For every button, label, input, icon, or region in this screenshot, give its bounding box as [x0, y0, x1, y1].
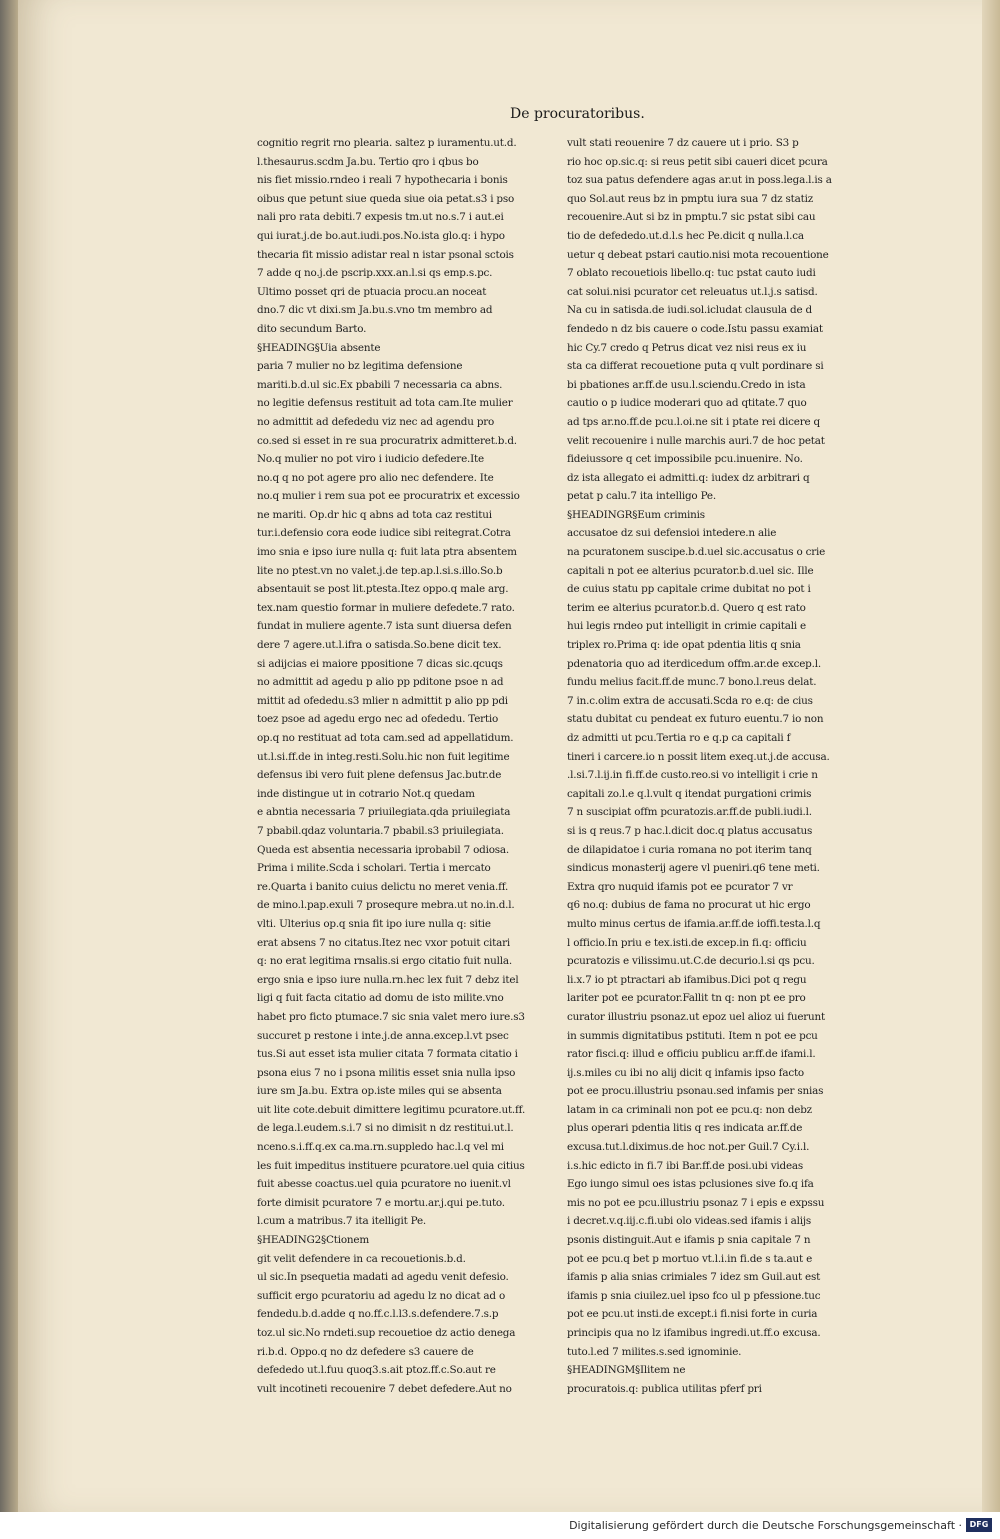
text-line: ij.s.miles cu ibi no alij dicit q infamis ipso facto — [567, 1066, 804, 1079]
text-line: 7 n suscipiat offm pcuratozis.ar.ff.de publi.iudi.l. — [567, 806, 812, 819]
text-line: ut.l.si.ff.de in integ.resti.Solu.hic non fuit legitime — [257, 750, 510, 763]
text-line: de mino.l.pap.exuli 7 prosequre mebra.ut no.in.d.l. — [257, 899, 515, 912]
text-line: absentauit se post lit.ptesta.Itez oppo.q male arg. — [257, 583, 509, 596]
text-line: Queda est absentia necessaria iprobabil 7 odiosa. — [257, 843, 510, 856]
text-line: nis fiet missio.rndeo i reali 7 hypothecaria i bonis — [257, 174, 508, 187]
text-line: dz admitti ut pcu.Tertia ro e q.p ca capitali f — [567, 732, 791, 744]
text-line: ne mariti. Op.dr hic q abns ad tota caz restitui — [257, 508, 492, 521]
text-line: tus.Si aut esset ista mulier citata 7 formata citatio i — [257, 1048, 518, 1061]
text-line: tineri i carcere.io n possit litem exeq.ut.j.de accusa. — [567, 750, 830, 763]
text-line: uetur q debeat pstari cautio.nisi mota recouentione — [567, 248, 829, 261]
text-line: No.q mulier no pot viro i iudicio defedere.Ite — [257, 453, 484, 466]
text-line: in summis dignitatibus pstituti. Item n pot ee pcu — [567, 1029, 818, 1042]
text-line: psonis distinguit.Aut e ifamis p snia capitale 7 n — [567, 1234, 811, 1247]
text-line: ri.b.d. Oppo.q no dz defedere s3 cauere de — [257, 1345, 474, 1358]
text-line: ifamis p snia ciuilez.uel ipso fco ul p pfessione.tuc — [567, 1289, 821, 1302]
text-line: accusatoe dz sui defensioi intedere.n alie — [567, 527, 777, 540]
text-line: rio hoc op.sic.q: si reus petit sibi caueri dicet pcura — [567, 155, 828, 168]
left-text-column — [257, 134, 557, 1398]
text-line: defensus ibi vero fuit plene defensus Jac.butr.de — [257, 769, 502, 782]
text-line: ergo snia e ipso iure nulla.rn.hec lex fuit 7 debz itel — [257, 973, 519, 986]
text-line: ul sic.In psequetia madati ad agedu venit defesio. — [257, 1271, 509, 1284]
text-line: pot ee pcu.ut insti.de except.i fi.nisi forte in curia — [567, 1308, 818, 1321]
text-line: fundu melius facit.ff.de munc.7 bono.l.reus delat. — [567, 676, 817, 689]
text-line: lite no ptest.vn no valet.j.de tep.ap.l.si.s.illo.So.b — [257, 564, 503, 577]
text-line: thecaria fit missio adistar real n istar psonal sctois — [257, 248, 514, 261]
text-line: fendedu.b.d.adde q no.ff.c.l.l3.s.defendere.7.s.p — [257, 1308, 499, 1321]
text-line: lariter pot ee pcurator.Fallit tn q: non pt ee pro — [567, 992, 806, 1005]
text-line: curator illustriu psonaz.ut epoz uel alioz ui fuerunt — [567, 1010, 826, 1023]
text-line: erat absens 7 no citatus.Itez nec vxor potuit citari — [257, 936, 511, 949]
text-line: l officio.In priu e tex.isti.de excep.in fi.q: officiu — [567, 936, 807, 949]
text-line: defededo ut.l.fuu quoq3.s.ait ptoz.ff.c.So.aut re — [257, 1364, 496, 1377]
text-line: 7 oblato recouetiois libello.q: tuc pstat cauto iudi — [567, 267, 816, 280]
text-line: iure sm Ja.bu. Extra op.iste miles qui se absenta — [257, 1085, 502, 1098]
text-line: triplex ro.Prima q: ide opat pdentia litis q snia — [567, 639, 801, 652]
text-line: paria 7 mulier no bz legitima defensione — [257, 360, 463, 373]
text-line: habet pro ficto ptumace.7 sic snia valet mero iure.s3 — [257, 1010, 525, 1023]
text-line: §HEADING§Uia absente — [257, 341, 381, 354]
text-line: petat p calu.7 ita intelligo Pe. — [567, 490, 716, 503]
text-line: psona eius 7 no i psona militis esset snia nulla ipso — [257, 1066, 516, 1079]
text-line: oibus que petunt siue queda siue oia petat.s3 i pso — [257, 192, 515, 205]
text-line: hic Cy.7 credo q Petrus dicat vez nisi reus ex iu — [567, 341, 807, 354]
text-line: de dilapidatoe i curia romana no pot iterim tanq — [567, 843, 812, 856]
text-line: nceno.s.i.ff.q.ex ca.ma.rn.suppledo hac.l.q vel mi — [257, 1141, 504, 1154]
text-line: dno.7 dic vt dixi.sm Ja.bu.s.vno tm membro ad — [257, 304, 493, 317]
text-line: les fuit impeditus instituere pcuratore.uel quia citius — [257, 1159, 525, 1172]
text-line: q: no erat legitima rnsalis.si ergo citatio fuit nulla. — [257, 955, 512, 968]
text-line: multo minus certus de ifamia.ar.ff.de ioffi.testa.l.q — [567, 917, 821, 930]
text-line: dito secundum Barto. — [257, 322, 367, 335]
text-line: inde distingue ut in cotrario Not.q quedam — [257, 787, 475, 800]
running-head: De procuratoribus. — [510, 106, 645, 122]
text-line: sta ca differat recouetione puta q vult pordinare si — [567, 360, 824, 373]
text-line: tur.i.defensio cora eode iudice sibi reitegrat.Cotra — [257, 527, 511, 540]
text-line: dere 7 agere.ut.l.ifra o satisda.So.bene dicit tex. — [257, 639, 502, 652]
text-line: forte dimisit pcuratore 7 e mortu.ar.j.qui pe.tuto. — [257, 1196, 505, 1209]
text-line: hui legis rndeo put intelligit in crimie capitali e — [567, 620, 807, 633]
text-line: op.q no restituat ad tota cam.sed ad appellatidum. — [257, 732, 514, 744]
text-line: vlti. Ulterius op.q snia fit ipo iure nulla q: sitie — [257, 917, 491, 930]
text-line: vult incotineti recouenire 7 debet defedere.Aut no — [257, 1382, 512, 1395]
text-line: Prima i milite.Scda i scholari. Tertia i mercato — [257, 862, 491, 875]
text-line: de lega.l.eudem.s.i.7 si no dimisit n dz restitui.ut.l. — [257, 1122, 514, 1135]
text-line: toz.ul sic.No rndeti.sup recouetioe dz actio denega — [257, 1327, 516, 1339]
text-line: Na cu in satisda.de iudi.sol.icludat clausula de d — [567, 304, 812, 317]
text-line: succuret p restone i inte.j.de anna.excep.l.vt psec — [257, 1029, 509, 1042]
text-line: statu dubitat cu pendeat ex futuro euentu.7 io non — [567, 713, 824, 726]
text-line: ligi q fuit facta citatio ad domu de isto milite.vno — [257, 992, 504, 1005]
text-line: fendedo n dz bis cauere o code.Istu passu examiat — [567, 322, 823, 335]
dfg-logo: DFG — [966, 1518, 992, 1532]
text-line: §HEADING2§Ctionem — [257, 1234, 369, 1247]
text-line: l.thesaurus.scdm Ja.bu. Tertio qro i qbus bo — [257, 155, 479, 168]
text-line: ad tps ar.no.ff.de pcu.l.oi.ne sit i ptate rei dicere q — [567, 415, 821, 428]
text-line: no admittit ad defededu viz nec ad agendu pro — [257, 415, 495, 428]
text-line: toez psoe ad agedu ergo nec ad ofededu. Tertio — [257, 713, 499, 726]
text-line: ifamis p alia snias crimiales 7 idez sm Guil.aut est — [567, 1271, 821, 1284]
text-line: no admittit ad agedu p alio pp pditone psoe n ad — [257, 676, 504, 689]
text-line: tuto.l.ed 7 milites.s.sed ignominie. — [567, 1345, 742, 1358]
text-line: re.Quarta i banito cuius delictu no meret venia.ff. — [257, 880, 509, 893]
text-line: tex.nam questio formar in muliere defedete.7 rato. — [257, 601, 515, 614]
text-line: 7 pbabil.qdaz voluntaria.7 pbabil.s3 priuilegiata. — [257, 824, 504, 837]
text-line: mis no pot ee pcu.illustriu psonaz 7 i epis e expssu — [567, 1196, 825, 1209]
text-line: 7 in.c.olim extra de accusati.Scda ro e.q: de cius — [567, 694, 813, 707]
text-line: rator fisci.q: illud e officiu publicu ar.ff.de ifami.l. — [567, 1048, 816, 1061]
text-line: uit lite cote.debuit dimittere legitimu pcuratore.ut.ff. — [257, 1103, 526, 1116]
text-line: latam in ca criminali non pot ee pcu.q: non debz — [567, 1103, 812, 1116]
text-line: terim ee alterius pcurator.b.d. Quero q est rato — [567, 601, 806, 614]
text-line: quo Sol.aut reus bz in pmptu iura sua 7 dz statiz — [567, 192, 814, 205]
text-line: Ego iungo simul oes istas pclusiones sive fo.q ifa — [567, 1178, 814, 1191]
text-line: fundat in muliere agente.7 ista sunt diuersa defen — [257, 620, 512, 633]
text-line: principis qua no lz ifamibus ingredi.ut.ff.o excusa. — [567, 1327, 821, 1339]
text-line: bi pbationes ar.ff.de usu.l.sciendu.Credo in ista — [567, 378, 806, 391]
text-line: co.sed si esset in re sua procuratrix admitteret.b.d. — [257, 434, 517, 447]
text-line: pcuratozis e vilissimu.ut.C.de decurio.l.si qs pcu. — [567, 955, 815, 968]
text-line: procuratois.q: publica utilitas pferf pri — [567, 1382, 762, 1395]
text-line: §HEADINGR§Eum criminis — [567, 508, 705, 521]
text-line: cognitio regrit rno plearia. saltez p iuramentu.ut.d. — [257, 137, 517, 149]
text-line: excusa.tut.l.diximus.de hoc not.per Guil.7 Cy.i.l. — [567, 1141, 810, 1154]
text-line: velit recouenire i nulle marchis auri.7 de hoc petat — [567, 434, 825, 447]
footer-bar — [0, 1512, 1000, 1539]
text-line: i decret.v.q.iij.c.fi.ubi olo videas.sed ifamis i alijs — [567, 1215, 812, 1228]
text-line: fuit abesse coactus.uel quia pcuratore no iuenit.vl — [257, 1178, 511, 1191]
text-line: li.x.7 io pt ptractari ab ifamibus.Dici pot q regu — [567, 973, 807, 986]
text-line: nali pro rata debiti.7 expesis tm.ut no.s.7 i aut.ei — [257, 211, 504, 224]
text-line: no.q mulier i rem sua pot ee procuratrix et excessio — [257, 490, 520, 503]
text-line: sufficit ergo pcuratoriu ad agedu lz no dicat ad o — [257, 1289, 506, 1302]
text-line: capitali zo.l.e q.l.vult q itendat purgationi crimis — [567, 787, 812, 800]
text-line: 7 adde q no.j.de pscrip.xxx.an.l.si qs emp.s.pc. — [257, 267, 493, 280]
text-line: mariti.b.d.ul sic.Ex pbabili 7 necessaria ca abns. — [257, 378, 503, 391]
text-line: Extra qro nuquid ifamis pot ee pcurator 7 vr — [567, 880, 793, 893]
text-line: na pcuratonem suscipe.b.d.uel sic.accusatus o crie — [567, 546, 826, 559]
text-line: recouenire.Aut si bz in pmptu.7 sic pstat sibi cau — [567, 211, 816, 224]
text-line: vult stati reouenire 7 dz cauere ut i prio. S3 p — [567, 137, 799, 149]
text-line: pot ee procu.illustriu psonau.sed infamis per snias — [567, 1085, 824, 1098]
text-line: pdenatoria quo ad iterdicedum offm.ar.de excep.l. — [567, 657, 821, 670]
right-text-column — [567, 134, 895, 1398]
page-edge — [982, 0, 1000, 1512]
text-line: plus operari pdentia litis q res indicata ar.ff.de — [567, 1122, 803, 1135]
text-line: §HEADINGM§Ilitem ne — [567, 1364, 686, 1377]
text-line: de cuius statu pp capitale crime dubitat no pot i — [567, 583, 811, 596]
text-line: capitali n pot ee alterius pcurator.b.d.uel sic. Ille — [567, 564, 814, 577]
text-line: Ultimo posset qri de ptuacia procu.an noceat — [257, 285, 487, 298]
text-line: i.s.hic edicto in fi.7 ibi Bar.ff.de posi.ubi videas — [567, 1159, 804, 1172]
text-line: si adijcias ei maiore ppositione 7 dicas sic.qcuqs — [257, 657, 503, 670]
text-line: no.q q no pot agere pro alio nec defendere. Ite — [257, 471, 494, 484]
text-line: q6 no.q: dubius de fama no procurat ut hic ergo — [567, 899, 811, 912]
text-line: toz sua patus defendere agas ar.ut in poss.lega.l.is a — [567, 174, 832, 187]
text-line: mittit ad ofededu.s3 mlier n admittit p alio pp pdi — [257, 694, 508, 707]
text-line: git velit defendere in ca recouetionis.b.d. — [257, 1252, 466, 1265]
text-line: e abntia necessaria 7 priuilegiata.qda priuilegiata — [257, 806, 511, 819]
text-line: sindicus monasterij agere vl pueniri.q6 tene meti. — [567, 862, 820, 875]
text-line: cat solui.nisi pcurator cet releuatus ut.l.j.s satisd. — [567, 285, 818, 298]
text-line: .l.si.7.l.ij.in fi.ff.de custo.reo.si vo intelligit i crie n — [567, 769, 818, 782]
text-line: dz ista allegato ei admitti.q: iudex dz arbitrari q — [567, 471, 810, 484]
text-line: pot ee pcu.q bet p mortuo vt.l.i.in fi.de s ta.aut e — [567, 1252, 813, 1265]
text-line: si is q reus.7 p hac.l.dicit doc.q platus accusatus — [567, 824, 813, 837]
text-line: imo snia e ipso iure nulla q: fuit lata ptra absentem — [257, 546, 517, 559]
text-line: qui iurat.j.de bo.aut.iudi.pos.No.ista glo.q: i hypo — [257, 229, 505, 242]
text-line: no legitie defensus restituit ad tota cam.Ite mulier — [257, 397, 513, 410]
text-line: l.cum a matribus.7 ita itelligit Pe. — [257, 1215, 427, 1228]
text-line: tio de defededo.ut.d.l.s hec Pe.dicit q nulla.l.ca — [567, 229, 804, 242]
text-line: fideiussore q cet impossibile pcu.inuenire. No. — [567, 453, 803, 466]
funding-notice: Digitalisierung gefördert durch die Deutsche Forschungsgemeinschaft · — [569, 1519, 962, 1532]
text-line: cautio o p iudice moderari quo ad qtitate.7 quo — [567, 397, 807, 410]
